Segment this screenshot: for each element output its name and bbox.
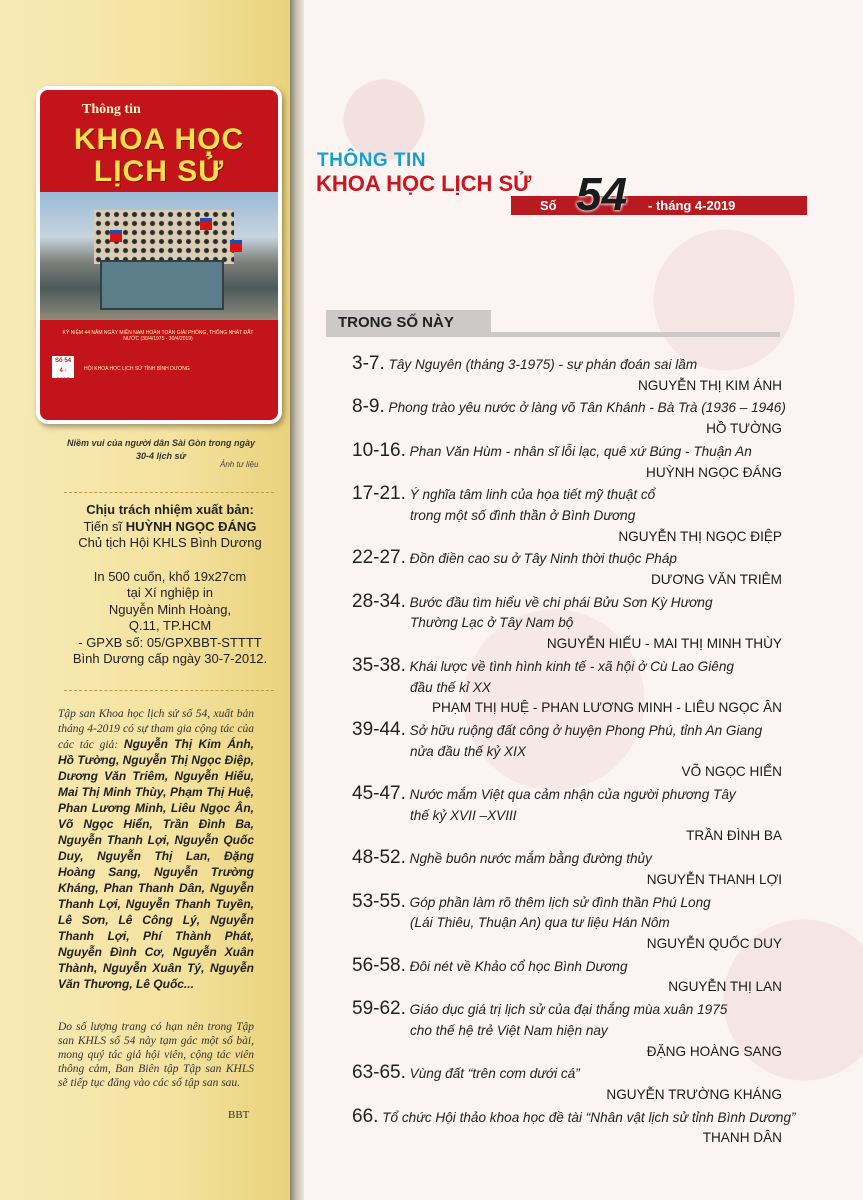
toc-entry-title: Vùng đất “trên cơm dưới cá” [409, 1066, 580, 1082]
toc-entry-author: THANH DÂN [702, 1130, 782, 1146]
header-date: - tháng 4-2019 [648, 198, 736, 213]
toc-entry-author: NGUYỄN THỊ LAN [668, 979, 782, 995]
cover-credit: Ảnh tư liệu [220, 460, 259, 469]
toc-entry-pages: 56-58. [352, 954, 406, 976]
apology-note: Do số lượng trang có hạn nên trong Tập san KHLS số 54 này tạm gác một số bài, mong quý tác giả hội viên, cộng tác viên thông cảm, Ban Biên tập Tập san KHLS sẽ tiếp tục đăng vào các số tập san sau. [58, 1021, 254, 1089]
toc-heading: TRONG SỐ NÀY [326, 310, 491, 336]
toc-entry-title-row [352, 396, 786, 419]
editor-name: HUỲNH NGỌC ĐÁNG [125, 518, 257, 534]
cover-publisher: HỘI KHOA HỌC LỊCH SỬ TỈNH BÌNH DƯƠNG [84, 366, 190, 372]
toc-entry-author: NGUYỄN TRƯỜNG KHÁNG [606, 1086, 782, 1102]
toc-entry [352, 1105, 796, 1149]
toc-entry-author: VÕ NGỌC HIỂN [681, 764, 782, 780]
toc-entry-title-row [352, 1063, 782, 1085]
toc-entry-title: Đôi nét về Khảo cổ học Bình Dương [409, 958, 628, 974]
toc-entry-title-cont: trong một số đình thần ở Bình Dương [410, 507, 636, 523]
cover-subtitle: KỶ NIỆM 44 NĂM NGÀY MIỀN NAM HOÀN TOÀN GIẢI PHÓNG, THỐNG NHẤT ĐẤT NƯỚC (30/4/1975 - 30/4/2019) [62, 330, 254, 342]
toc-entry [352, 720, 782, 783]
toc-entry-title-row [352, 956, 782, 978]
signature: BBT [228, 1109, 250, 1121]
toc-entry [352, 354, 782, 396]
toc-entry-title-cont: cho thế hệ trẻ Việt Nam hiện nay [410, 1022, 608, 1038]
toc-entry-pages: 45-47. [352, 783, 406, 805]
toc-entry-title: Bước đầu tìm hiểu về chi phái Bửu Sơn Kỳ Hương [409, 594, 713, 610]
toc-entry-author: HUỲNH NGỌC ĐÁNG [646, 464, 782, 480]
toc-entry-title-row [352, 999, 782, 1021]
printer-address: Q.11, TP.HCM [128, 618, 212, 633]
toc-entry-title-cont: thế kỷ XVII –XVIII [410, 807, 517, 823]
header-title: KHOA HỌC LỊCH SỬ [316, 171, 532, 196]
cover-truck [100, 260, 224, 310]
toc-entry-pages: 10-16. [352, 439, 406, 461]
editor-line [50, 519, 290, 536]
toc-entry-title-row [352, 892, 782, 914]
printer-line-2: Nguyễn Minh Hoàng, [108, 601, 232, 617]
toc-entry-title-cont: Thường Lạc ở Tây Nam bộ [410, 615, 574, 631]
toc-entry-title-row [352, 354, 782, 376]
toc-entry-title: Phong trào yêu nước ở làng võ Tân Khánh - Bà Trà (1936 – 1946) [388, 400, 786, 416]
cover-issue: Số 54 [54, 358, 71, 364]
cover-title-line-1: KHOA HỌC [73, 123, 245, 156]
header-issue-number: 54 [576, 168, 628, 220]
toc-entry-pages: 53-55. [352, 890, 406, 912]
printer-line-1: tại Xí nghiệp in [126, 585, 213, 600]
toc-heading-rule [326, 332, 780, 337]
toc-entry-title: Phan Văn Hùm - nhân sĩ lỗi lạc, quê xứ Búng - Thuận An [409, 443, 752, 459]
toc-entry-author: DƯƠNG VĂN TRIÊM [650, 572, 782, 588]
toc-entry [352, 441, 782, 483]
editor-prefix: Tiến sĩ [83, 518, 123, 534]
toc-entry-title: Góp phần làm rõ thêm lịch sử đình thần Phú Long [409, 894, 711, 910]
toc-entry-pages: 63-65. [352, 1062, 406, 1084]
toc-entry-pages: 22-27. [352, 547, 406, 569]
contributors-intro: Tập san Khoa học lịch sử số 54, xuất bản tháng 4-2019 có sự tham gia cộng tác của các tác giả: [58, 708, 254, 751]
toc-entry-title: Nước mắm Việt qua cảm nhận của người phương Tây [409, 787, 736, 803]
toc-entry-title-cont: đầu thế kỉ XX [410, 679, 491, 695]
toc-entry-title-row [352, 656, 782, 678]
toc-entry-pages: 59-62. [352, 998, 406, 1020]
toc-entry [352, 484, 782, 547]
toc-entry-author: NGUYỄN THỊ NGỌC ĐIỆP [618, 528, 782, 544]
toc-entry-pages: 28-34. [352, 590, 406, 612]
cover-issue-date: 4 - 2019 [56, 368, 70, 384]
toc-entry-title-row [352, 441, 782, 463]
toc-entry-title-row [352, 1105, 796, 1129]
toc-entry-pages: 35-38. [352, 654, 406, 676]
toc-entry-pages: 3-7. [352, 353, 385, 374]
flag-icon [110, 230, 122, 242]
toc-entry [352, 396, 786, 439]
editor-role: Chủ tịch Hội KHLS Bình Dương [78, 535, 262, 550]
license-date: Bình Dương cấp ngày 30-7-2012. [72, 651, 268, 666]
toc-entry-title: Tổ chức Hội thảo khoa học đề tài “Nhân vật lịch sử tỉnh Bình Dương” [382, 1109, 796, 1125]
cover-title-line-2: LỊCH SỬ [93, 155, 225, 188]
cover-thong-tin: Thông tin [82, 102, 141, 117]
toc-entry-title-row [352, 720, 782, 742]
cover-issue-badge [52, 356, 74, 384]
toc-entry-title-row [352, 484, 782, 506]
contributors-list: Nguyễn Thị Kim Ánh, Hồ Tường, Nguyễn Thị Ngọc Điệp, Dương Văn Triêm, Nguyễn Hiếu, Mai Thị Minh Thùy, Phạm Thị Huệ, Phan Lương Minh, Liêu Ngọc Ân, Võ Ngọc Hiển, Trần Đình Ba, Nguyễn Thanh Lợi, Nguyễn Quốc Duy, Nguyễn Thị Lan, Đặng Hoàng Sang, Nguyễn Trường Kháng, Phan Thanh Dân, Nguyễn Thanh Lợi, Nguyễn Thanh Tuyền, Lê Sơn, Lê Công Lý, Nguyễn Thanh Lợi, Phí Thành Phát, Nguyễn Đình Cơ, Nguyễn Xuân Thành, Nguyễn Xuân Tý, Nguyễn Văn Thương, Lê Quốc... [58, 737, 254, 991]
toc-entry-author: HỒ TƯỜNG [706, 421, 782, 437]
header-so: Số [540, 198, 557, 213]
toc-entry-title: Nghề buôn nước mắm bằng đường thủy [409, 851, 652, 867]
toc-entry-pages: 39-44. [352, 718, 406, 740]
toc-entry-title: Khái lược về tình hình kinh tế - xã hội ở Cù Lao Giêng [409, 658, 734, 674]
toc-entry-title-cont: nửa đầu thế kỷ XIX [410, 743, 526, 759]
flag-icon [230, 240, 242, 252]
toc-entry-author: NGUYỄN THANH LỢI [646, 871, 782, 887]
toc-entry [352, 999, 782, 1062]
toc-entry-author: NGUYỄN QUỐC DUY [646, 935, 782, 951]
toc-entry-pages: 66. [352, 1105, 379, 1127]
toc-entry [352, 956, 782, 998]
toc-entry [352, 656, 782, 719]
contributors-note [58, 707, 254, 993]
toc-entry-pages: 17-21. [352, 483, 406, 505]
toc-entry [352, 592, 782, 655]
divider [64, 690, 274, 691]
divider [64, 492, 274, 493]
cover-title [40, 124, 278, 188]
publishing-label: Chịu trách nhiệm xuất bản: [86, 502, 254, 517]
toc-entry-title-row [352, 784, 782, 806]
toc-entry [352, 892, 782, 955]
page-spine [290, 0, 304, 1200]
toc-entry [352, 848, 782, 890]
toc-entry [352, 1063, 782, 1105]
toc-entry-author: NGUYỄN HIẾU - MAI THỊ MINH THÙY [546, 636, 782, 652]
toc-entry-title: Đồn điền cao su ở Tây Ninh thời thuộc Pháp [409, 551, 677, 567]
cover-caption: Niềm vui của người dân Sài Gòn trong ngày 30-4 lịch sử [67, 438, 255, 461]
toc-entry-title: Ý nghĩa tâm linh của họa tiết mỹ thuật cổ [409, 487, 656, 503]
print-run: In 500 cuốn, khổ 19x27cm [93, 568, 247, 584]
toc-entry-pages: 8-9. [352, 396, 385, 418]
toc-entry-title-row [352, 548, 782, 570]
toc-entry-author: PHẠM THỊ HUỆ - PHAN LƯƠNG MINH - LIÊU NGỌC ÂN [431, 700, 782, 716]
toc-entry-author: TRẦN ĐÌNH BA [686, 828, 782, 844]
cover-image [36, 86, 282, 424]
flag-icon [200, 218, 212, 230]
header-thong-tin: THÔNG TIN [317, 150, 426, 171]
toc-entry-title-cont: (Lái Thiêu, Thuận An) qua tư liệu Hán Nôm [410, 915, 670, 931]
toc-entry-title-row [352, 848, 782, 870]
toc-entry-title: Tây Nguyên (tháng 3-1975) - sự phán đoán sai lầm [388, 357, 698, 372]
toc-entry-author: ĐẶNG HOÀNG SANG [646, 1043, 782, 1059]
toc-entry-pages: 48-52. [352, 847, 406, 869]
toc-entry [352, 784, 782, 847]
license: - GPXB số: 05/GPXBBT-STTTT [78, 634, 262, 650]
toc-entry-title: Sở hữu ruộng đất công ở huyện Phong Phú, tỉnh An Giang [409, 722, 763, 738]
toc-entry-author: NGUYỄN THỊ KIM ÁNH [637, 377, 782, 393]
toc-entry [352, 548, 782, 590]
toc-entry-title-row [352, 592, 782, 614]
toc-entry-title: Giáo dục giá trị lịch sử của đại thắng mùa xuân 1975 [409, 1002, 728, 1018]
publishing-info [50, 502, 290, 668]
toc-list [352, 353, 796, 1150]
